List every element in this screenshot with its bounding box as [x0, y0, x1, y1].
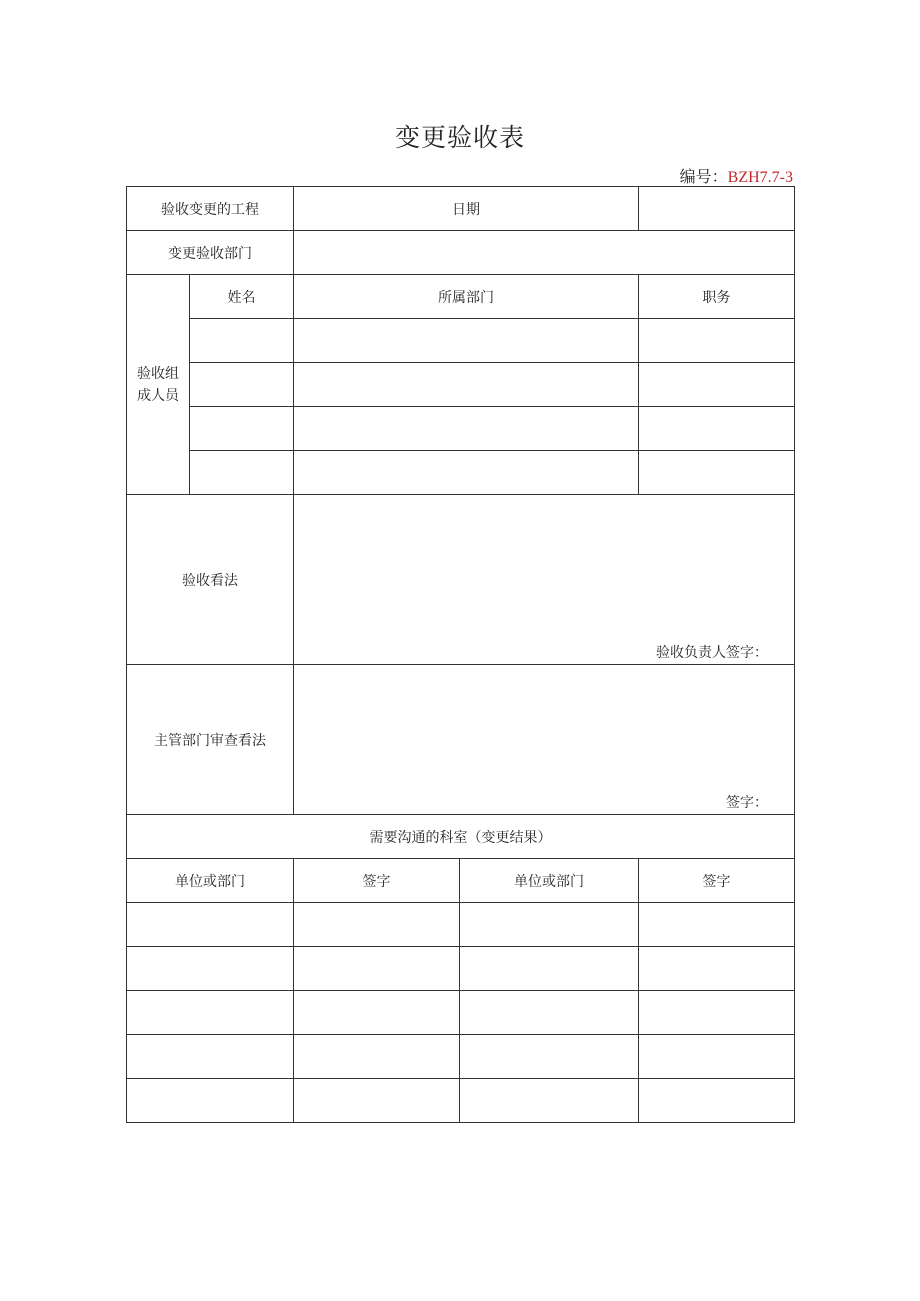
project-row	[127, 187, 795, 231]
dept-value[interactable]	[294, 231, 795, 275]
comm-header-row	[127, 859, 795, 903]
member-position-cell[interactable]	[639, 451, 795, 495]
comm-unit-cell[interactable]	[460, 1035, 639, 1079]
comm-signature-cell[interactable]	[639, 1079, 795, 1123]
members-label-line2: 成人员	[137, 387, 179, 404]
review-row	[127, 665, 795, 815]
member-name-cell[interactable]	[190, 363, 294, 407]
comm-unit-cell[interactable]	[460, 1079, 639, 1123]
comm-signature-cell[interactable]	[294, 1035, 460, 1079]
opinion-signature-label: 验收负责人签字：	[656, 645, 768, 661]
comm-header-signature: 签字	[639, 859, 795, 903]
member-position-cell[interactable]	[639, 407, 795, 451]
member-dept-cell[interactable]	[294, 407, 639, 451]
comm-title-row	[127, 815, 795, 859]
members-label-line1: 验收组	[137, 365, 179, 382]
comm-signature-cell[interactable]	[294, 1079, 460, 1123]
comm-unit-cell[interactable]	[127, 947, 294, 991]
member-name-cell[interactable]	[190, 451, 294, 495]
dept-label: 变更验收部门	[127, 231, 294, 275]
header-name: 姓名	[190, 275, 294, 319]
comm-unit-cell[interactable]	[127, 1035, 294, 1079]
member-dept-cell[interactable]	[294, 363, 639, 407]
member-row	[127, 363, 795, 407]
opinion-row	[127, 495, 795, 665]
comm-unit-cell[interactable]	[460, 947, 639, 991]
comm-title: 需要沟通的科室（变更结果）	[127, 815, 795, 859]
document-code	[680, 164, 793, 187]
review-signature-label: 签字：	[726, 795, 768, 811]
header-position: 职务	[639, 275, 795, 319]
page-title: 变更验收表	[394, 123, 525, 152]
project-label: 验收变更的工程	[127, 187, 294, 231]
member-position-cell[interactable]	[639, 363, 795, 407]
member-name-cell[interactable]	[190, 319, 294, 363]
comm-signature-cell[interactable]	[639, 991, 795, 1035]
comm-unit-cell[interactable]	[127, 1079, 294, 1123]
comm-row	[127, 1079, 795, 1123]
comm-signature-cell[interactable]	[294, 991, 460, 1035]
comm-header-unit: 单位或部门	[127, 859, 294, 903]
review-label: 主管部门审查看法	[127, 665, 294, 815]
members-header-row	[127, 275, 795, 319]
date-label: 日期	[294, 187, 639, 231]
comm-header-signature: 签字	[294, 859, 460, 903]
code-value: BZH7.7-3	[727, 169, 793, 186]
opinion-content[interactable]	[294, 495, 795, 665]
comm-header-unit: 单位或部门	[460, 859, 639, 903]
comm-signature-cell[interactable]	[294, 947, 460, 991]
dept-row	[127, 231, 795, 275]
comm-signature-cell[interactable]	[294, 903, 460, 947]
comm-unit-cell[interactable]	[460, 991, 639, 1035]
review-content[interactable]	[294, 665, 795, 815]
member-name-cell[interactable]	[190, 407, 294, 451]
comm-row	[127, 1035, 795, 1079]
code-label: 编号：	[679, 167, 728, 186]
comm-signature-cell[interactable]	[639, 903, 795, 947]
date-value[interactable]	[639, 187, 795, 231]
members-label	[127, 275, 190, 495]
comm-unit-cell[interactable]	[127, 991, 294, 1035]
member-row	[127, 451, 795, 495]
comm-unit-cell[interactable]	[460, 903, 639, 947]
comm-row	[127, 903, 795, 947]
member-row	[127, 319, 795, 363]
comm-row	[127, 947, 795, 991]
member-row	[127, 407, 795, 451]
acceptance-form	[126, 186, 795, 1123]
header-department: 所属部门	[294, 275, 639, 319]
comm-signature-cell[interactable]	[639, 1035, 795, 1079]
member-dept-cell[interactable]	[294, 319, 639, 363]
comm-unit-cell[interactable]	[127, 903, 294, 947]
comm-signature-cell[interactable]	[639, 947, 795, 991]
comm-row	[127, 991, 795, 1035]
opinion-label: 验收看法	[127, 495, 294, 665]
member-position-cell[interactable]	[639, 319, 795, 363]
member-dept-cell[interactable]	[294, 451, 639, 495]
